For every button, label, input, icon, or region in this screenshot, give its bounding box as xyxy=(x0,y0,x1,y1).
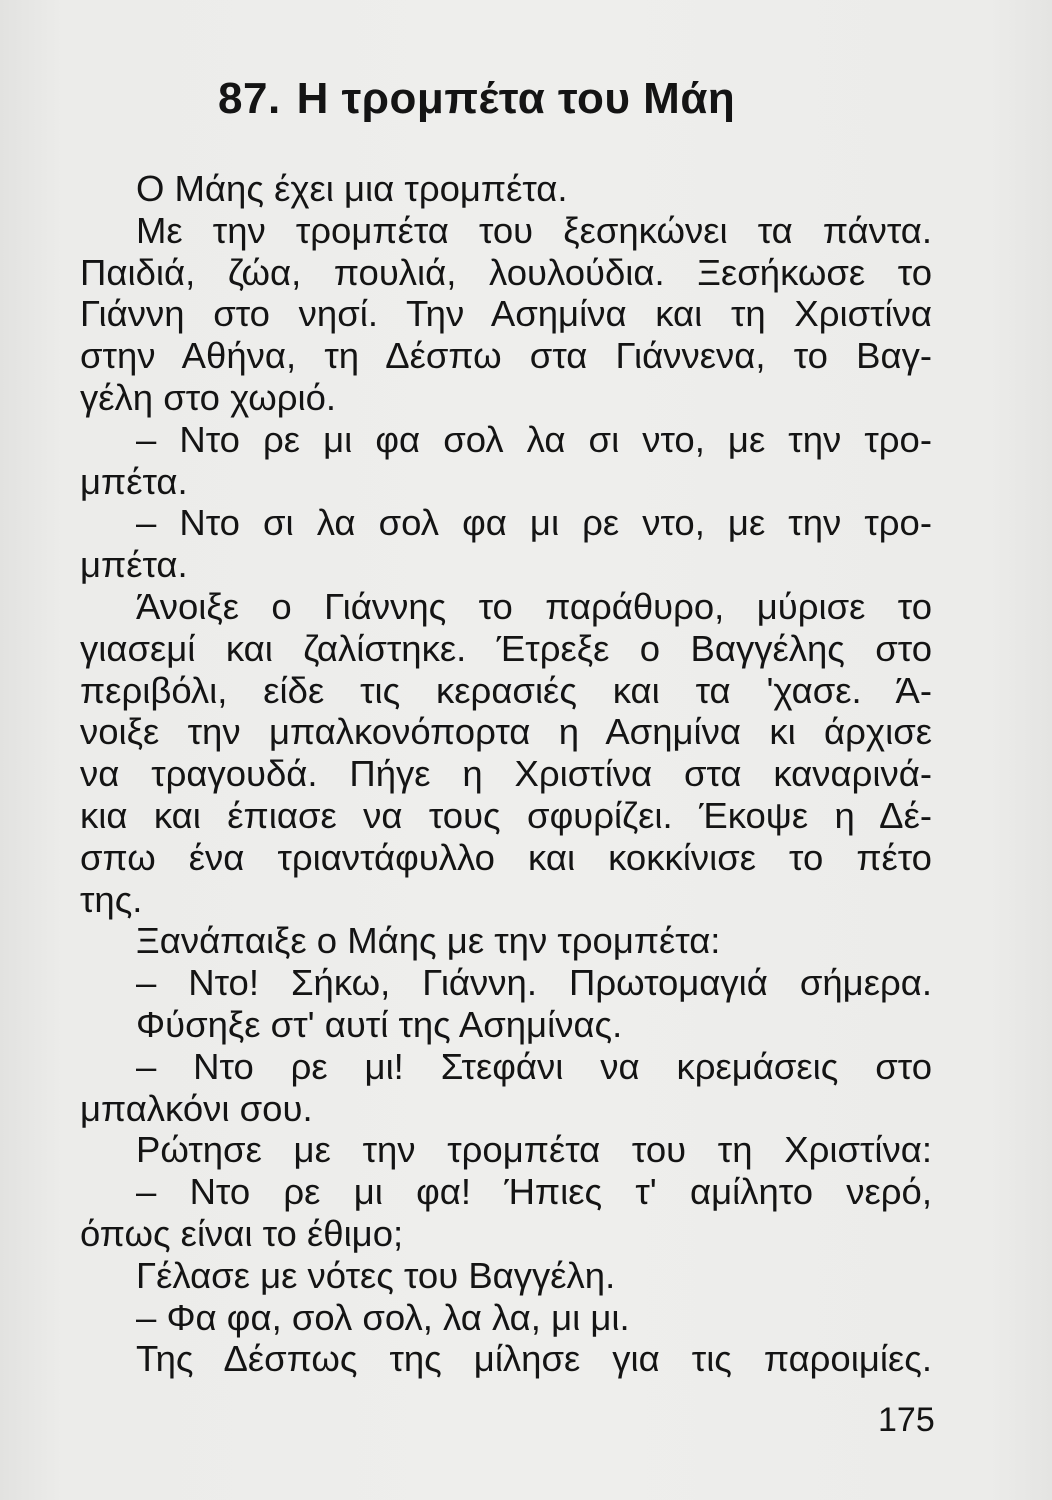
text-line: Ρώτησε με την τρομπέτα του τη Χριστίνα: xyxy=(136,1129,932,1171)
text-line: Φύσηξε στ' αυτί της Ασημίνας. xyxy=(136,1003,623,1045)
text-line: Με την τρομπέτα του ξεσηκώνει τα πάντα. xyxy=(136,209,932,251)
text-line: Ξανάπαιξε ο Μάης με την τρομπέτα: xyxy=(136,920,721,962)
dialogue-line: – Ντο σι λα σολ φα μι ρε ντο, με την τρο- xyxy=(136,502,932,544)
text-line: γιασεμί και ζαλίστηκε. Έτρεξε ο Βαγγέλης στο xyxy=(80,627,932,669)
dialogue-line: – Ντο! Σήκω, Γιάννη. Πρωτομαγιά σήμερα. xyxy=(136,962,932,1004)
text-line: Ο Μάης έχει μια τρομπέτα. xyxy=(136,168,568,209)
page-number: 175 xyxy=(878,1401,935,1439)
text-line: μπέτα. xyxy=(80,460,188,502)
text-line: να τραγουδά. Πήγε η Χριστίνα στα καναρινά- xyxy=(80,753,932,795)
text-line: νοιξε την μπαλκονόπορτα η Ασημίνα κι άρχισε xyxy=(80,711,932,753)
text-line: σπω ένα τριαντάφυλλο και κοκκίνισε το πέτο xyxy=(80,836,932,878)
chapter-number: 87. xyxy=(218,74,281,123)
chapter-title-text: Η τρομπέτα του Μάη xyxy=(296,74,736,123)
text-line: Γέλασε με νότες του Βαγγέλη. xyxy=(136,1254,616,1296)
text-line: μπαλκόνι σου. xyxy=(80,1087,313,1129)
story-text xyxy=(80,168,932,1380)
dialogue-line: – Ντο ρε μι φα! Ήπιες τ' αμίλητο νερό, xyxy=(136,1171,932,1213)
text-line: γέλη στο χωριό. xyxy=(80,376,337,418)
text-line: περιβόλι, είδε τις κερασιές και τα 'χασε. Ά- xyxy=(80,669,932,711)
text-line: όπως είναι το έθιμο; xyxy=(80,1212,404,1254)
text-line: μπέτα. xyxy=(80,544,188,586)
chapter-title xyxy=(218,74,735,124)
dialogue-line: – Ντο ρε μι φα σολ λα σι ντο, με την τρο- xyxy=(136,418,932,460)
text-line: κια και έπιασε να τους σφυρίζει. Έκοψε η Δέ- xyxy=(80,794,932,836)
text-line: Της Δέσπως της μίλησε για τις παροιμίες. xyxy=(136,1338,932,1380)
text-line: Γιάννη στο νησί. Την Ασημίνα και τη Χριστίνα xyxy=(80,293,932,335)
text-line: στην Αθήνα, τη Δέσπω στα Γιάννενα, το Βαγ- xyxy=(80,335,932,377)
dialogue-line: – Φα φα, σολ σολ, λα λα, μι μι. xyxy=(136,1296,630,1338)
dialogue-line: – Ντο ρε μι! Στεφάνι να κρεμάσεις στο xyxy=(136,1045,932,1087)
text-line: Άνοιξε ο Γιάννης το παράθυρο, μύρισε το xyxy=(136,585,932,627)
text-line: της. xyxy=(80,878,143,920)
text-line: Παιδιά, ζώα, πουλιά, λουλούδια. Ξεσήκωσε το xyxy=(80,251,932,293)
